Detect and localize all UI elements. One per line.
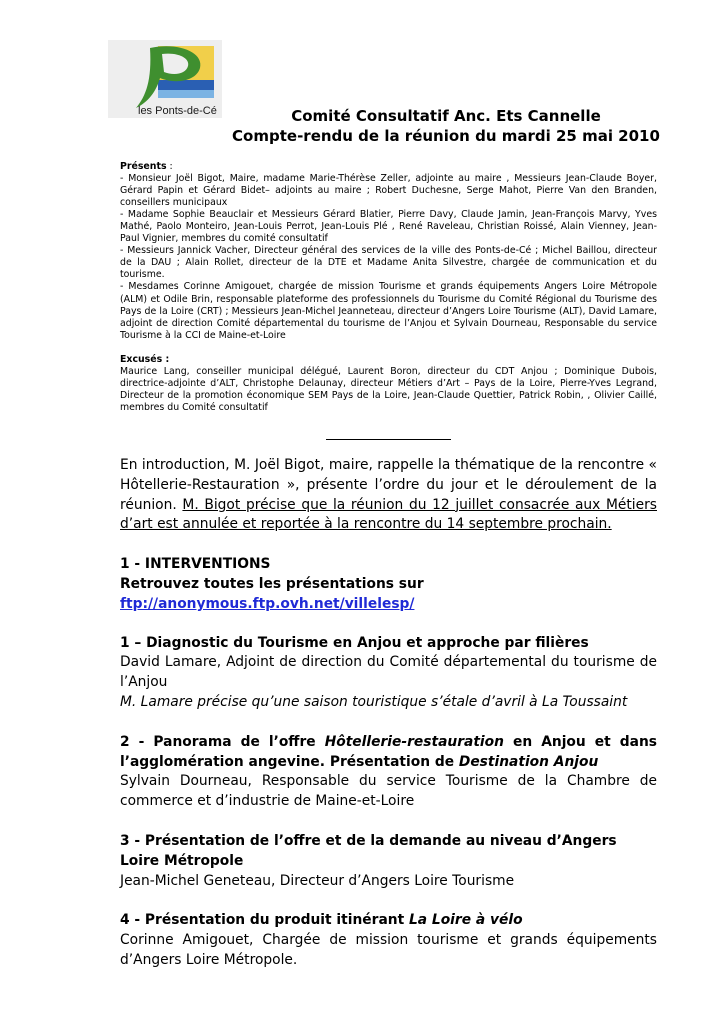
intro-paragraph — [120, 456, 657, 535]
presents-paragraph: - Monsieur Joël Bigot, Maire, madame Marie-Thérèse Zeller, adjointe au maire , Messieurs Jean-Claude Boyer, Gérard Papin et Gérard Bidet– adjoints au maire ; Robert Duchesne, Serge Mahot, Pierre Van den Branden, conseillers municipaux — [120, 173, 657, 209]
meeting-report-body — [120, 456, 657, 971]
section-3-speaker: Jean-Michel Geneteau, Directeur d’Angers Loire Tourisme — [120, 872, 515, 889]
presents-paragraph: - Messieurs Jannick Vacher, Directeur général des services de la ville des Ponts-de-Cé ; Michel Baillou, directeur de la DAU ; Alain Rollet, directeur de la DTE et Madame Anita Silvestre, chargée de communication et du tourisme. — [120, 245, 657, 281]
presents-paragraph: - Mesdames Corinne Amigouet, chargée de mission Tourisme et grands équipements Angers Loire Métropole (ALM) et Odile Brin, responsable plateforme des professionnels du Tourisme du Comité Régional du Tourisme des Pays de la Loire (CRT) ; Messieurs Jean-Michel Jeanneteau, directeur d’Angers Loire Tourisme (ALT), David Lamare, adjoint de direction Comité départemental du tourisme de l’Anjou et Sylvain Dourneau, Responsable du service Tourisme à la CCI de Maine-et-Loire — [120, 281, 657, 341]
excuses-paragraph: Maurice Lang, conseiller municipal délégué, Laurent Boron, directeur du CDT Anjou ; Dominique Dubois, directrice-adjointe d’ALT, Christophe Delaunay, directeur Métiers d’Art – Pays de la Loire, Pierre-Yves Legrand, Directeur de la promotion économique SEM Pays de la Loire, Jean-Claude Quettier, Patrick Robin, , Olivier Caillé, membres du Comité consultatif — [120, 365, 657, 413]
section-2-title-part: 2 - Panorama de l’offre — [120, 733, 325, 750]
interventions-heading: 1 - INTERVENTIONS — [120, 556, 271, 573]
presents-heading-colon: : — [166, 161, 173, 172]
logo-graphic — [108, 40, 222, 118]
section-4-speaker: Corinne Amigouet, Chargée de mission tourisme et grands équipements d’Angers Loire Métropole. — [120, 932, 657, 968]
excuses-heading: Excusés : — [120, 353, 170, 365]
section-4 — [120, 911, 657, 970]
section-1-title: 1 – Diagnostic du Tourisme en Anjou et approche par filières — [120, 634, 589, 651]
section-2-title-italic: Hôtellerie-restauration — [324, 733, 504, 750]
section-divider — [326, 439, 451, 440]
document-header — [230, 106, 662, 146]
document-title: Comité Consultatif Anc. Ets Cannelle — [291, 107, 601, 125]
ponts-de-ce-logo — [108, 40, 222, 118]
logo-text: les Ponts-de-Cé — [138, 105, 217, 117]
section-2-title — [120, 733, 657, 773]
intro-underlined-text: M. Bigot précise que la réunion du 12 juillet consacrée aux Métiers d’art est annulée et reportée à la rencontre du 14 septembre prochain. — [120, 496, 657, 533]
presents-paragraph: - Madame Sophie Beauclair et Messieurs Gérard Blatier, Pierre Davy, Claude Jamin, Jean-François Marvy, Yves Mathé, Paolo Monteiro, Jean-Louis Perrot, Jean-Louis Plé , René Raveleau, Christian Roissé, Alain Vienney, Jean-Paul Vignier, membres du comité consultatif — [120, 209, 657, 245]
section-3 — [120, 832, 657, 891]
logo-water-band — [158, 80, 214, 90]
interventions-subheading: Retrouvez toutes les présentations sur — [120, 575, 424, 592]
presents-heading: Présents — [120, 161, 167, 172]
section-2-speaker: Sylvain Dourneau, Responsable du service Tourisme de la Chambre de commerce et d’industrie de Maine-et-Loire — [120, 773, 657, 810]
section-1-note: M. Lamare précise qu’une saison touristique s’étale d’avril à La Toussaint — [120, 693, 628, 710]
section-1-speaker: David Lamare, Adjoint de direction du Comité départemental du tourisme de l’Anjou — [120, 654, 657, 691]
section-2-title-part: en Anjou et dans l’agglomération angevine. Présentation de — [120, 733, 657, 770]
presentations-link[interactable]: ftp://anonymous.ftp.ovh.net/villelesp/ — [120, 595, 415, 612]
section-1 — [120, 634, 657, 713]
interventions-block — [120, 555, 657, 614]
section-4-title-part: 4 - Présentation du produit itinérant — [120, 912, 409, 929]
section-4-title-italic: La Loire à vélo — [409, 912, 523, 929]
section-2-title-italic: Destination Anjou — [458, 753, 599, 770]
intro-text: En introduction, M. Joël Bigot, maire, rappelle la thématique de la rencontre « Hôtellerie-Restauration », présente l’ordre du jour et le déroulement de la réunion. — [120, 457, 657, 513]
section-3-title: 3 - Présentation de l’offre et de la demande au niveau d’Angers Loire Métropole — [120, 832, 617, 869]
section-4-title — [120, 911, 657, 931]
presents-heading-line — [120, 161, 657, 173]
section-2 — [120, 733, 657, 812]
attendees-block — [120, 161, 657, 414]
document-subtitle: Compte-rendu de la réunion du mardi 25 mai 2010 — [232, 127, 660, 145]
